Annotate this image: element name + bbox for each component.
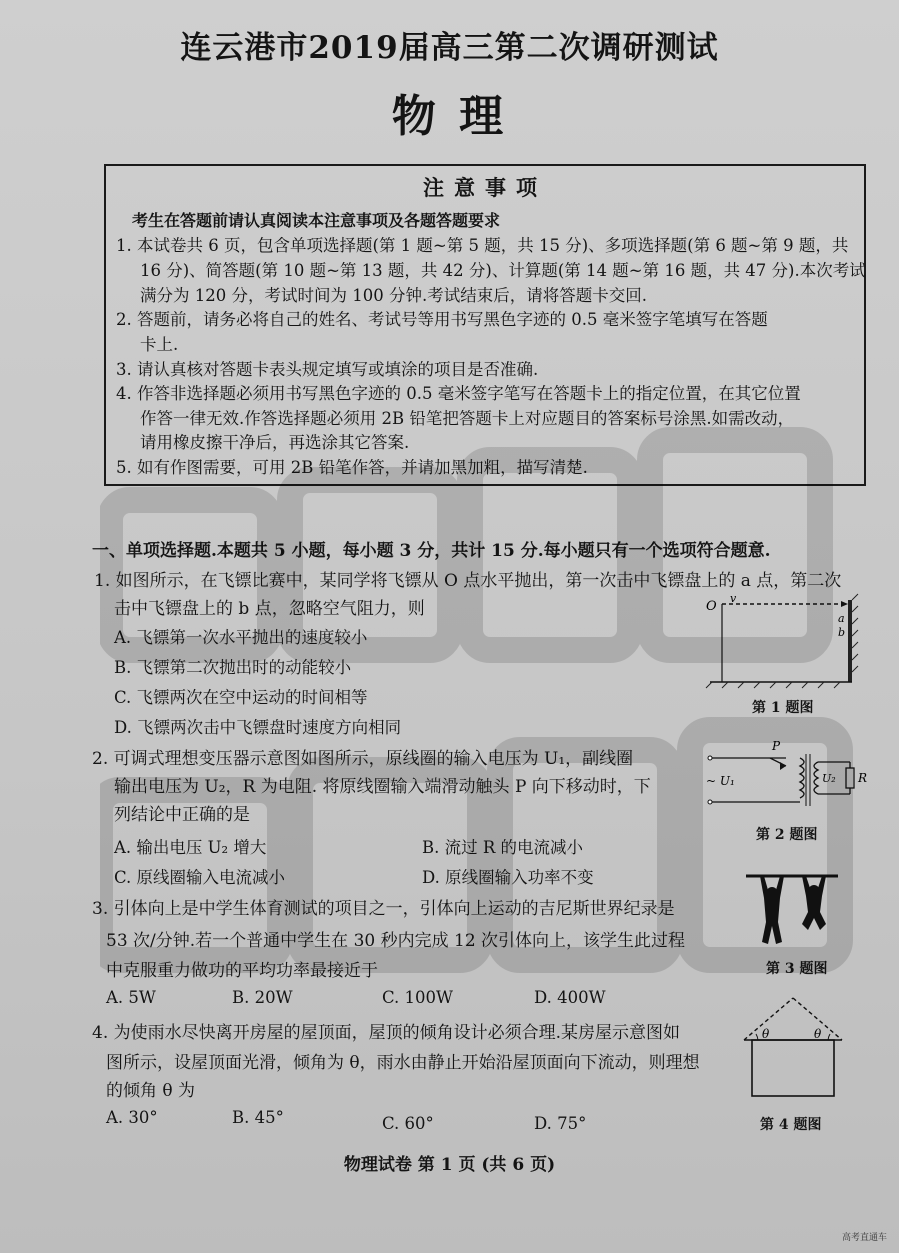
q2-option-a: A. 输出电压 U₂ 增大 — [114, 838, 267, 857]
q4-stem-line-2: 图所示，设屋顶面光滑，倾角为 θ，雨水由静止开始沿屋顶面向下流动，则理想 — [106, 1053, 700, 1073]
q1-stem-line-2: 击中飞镖盘上的 b 点，忽略空气阻力，则 — [114, 599, 425, 619]
q3-option-c: C. 100W — [382, 988, 453, 1007]
notice-lead: 考生在答题前请认真阅读本注意事项及各题答题要求 — [132, 211, 501, 230]
q1-label-o: O — [706, 599, 717, 614]
q2-label-r: R — [858, 771, 868, 785]
q2-option-c: C. 原线圈输入电流减小 — [114, 868, 286, 887]
q1-stem-line-1: 1. 如图所示，在飞镖比赛中，某同学将飞镖从 O 点水平抛出，第一次击中飞镖盘上的 a 点，第二次 — [94, 571, 842, 591]
notice-item-1-line-3: 满分为 120 分，考试时间为 100 分钟.考试结束后，请将答题卡交回. — [140, 286, 647, 305]
q4-option-c: C. 60° — [382, 1114, 434, 1133]
q4-stem-line-1: 4. 为使雨水尽快离开房屋的屋顶面，屋顶的倾角设计必须合理.某房屋示意图如 — [92, 1023, 681, 1043]
q4-option-b: B. 45° — [232, 1108, 284, 1127]
notice-title: 注意事项 — [423, 175, 547, 200]
q4-option-d: D. 75° — [534, 1114, 587, 1133]
q1-label-v: v — [730, 592, 737, 605]
notice-item-2-line-1: 2. 答题前，请务必将自己的姓名、考试号等用书写黑色字迹的 0.5 毫米签字笔填写在答题 — [116, 310, 768, 329]
q1-dartboard-figure — [700, 592, 870, 692]
notice-item-2-line-2: 卡上. — [140, 335, 179, 354]
section-heading: 一、单项选择题.本题共 5 小题，每小题 3 分，共计 15 分.每小题只有一个选项符合题意. — [92, 541, 771, 561]
notice-item-1-line-2: 16 分)、简答题(第 10 题~第 13 题，共 42 分)、计算题(第 14 题~第 16 题，共 47 分).本次考试 — [140, 261, 866, 280]
q2-option-b: B. 流过 R 的电流减小 — [422, 838, 584, 857]
q3-stem-line-3: 中克服重力做功的平均功率最接近于 — [106, 961, 378, 981]
notice-box — [104, 164, 866, 486]
q2-option-d: D. 原线圈输入功率不变 — [422, 868, 594, 887]
q3-figure-caption: 第 3 题图 — [766, 961, 828, 977]
q1-label-b: b — [838, 626, 846, 639]
q4-label-theta-right: θ — [814, 1027, 822, 1041]
q3-stem-line-2: 53 次/分钟.若一个普通中学生在 30 秒内完成 12 次引体向上，该学生此过程 — [106, 931, 686, 951]
q2-label-u1: ~ U₁ — [706, 774, 735, 788]
q4-figure-caption: 第 4 题图 — [760, 1117, 822, 1133]
q1-label-a: a — [838, 612, 845, 625]
q3-pullup-figure — [742, 868, 842, 956]
notice-item-4-line-3: 请用橡皮擦干净后，再选涂其它答案. — [140, 433, 410, 452]
q1-option-c: C. 飞镖两次在空中运动的时间相等 — [114, 688, 368, 707]
q2-stem-line-1: 2. 可调式理想变压器示意图如图所示，原线圈的输入电压为 U₁，副线圈 — [92, 749, 634, 769]
q3-option-d: D. 400W — [534, 988, 606, 1007]
q1-option-b: B. 飞镖第二次抛出时的动能较小 — [114, 658, 352, 677]
q2-label-p: P — [772, 739, 781, 753]
q4-stem-line-3: 的倾角 θ 为 — [106, 1081, 196, 1101]
notice-item-5: 5. 如有作图需要，可用 2B 铅笔作答，并请加黑加粗，描写清楚. — [116, 458, 588, 477]
q2-stem-line-2: 输出电压为 U₂，R 为电阻. 将原线圈输入端滑动触头 P 向下移动时，下 — [114, 777, 651, 797]
q4-label-theta-left: θ — [762, 1027, 770, 1041]
q3-stem-line-1: 3. 引体向上是中学生体育测试的项目之一，引体向上运动的吉尼斯世界纪录是 — [92, 899, 675, 919]
corner-watermark-text: 高考直通车 — [841, 1233, 887, 1243]
q2-label-u2: U₂ — [822, 772, 836, 785]
q1-option-a: A. 飞镖第一次水平抛出的速度较小 — [114, 628, 368, 647]
q4-house-figure — [738, 992, 848, 1102]
notice-item-1-line-1: 1. 本试卷共 6 页，包含单项选择题(第 1 题~第 5 题，共 15 分)、多项选择题(第 6 题~第 9 题，共 — [116, 236, 849, 255]
notice-item-4-line-2: 作答一律无效.作答选择题必须用 2B 铅笔把答题卡上对应题目的答案标号涂黑.如需改动， — [140, 409, 795, 428]
subject-title: 物 理 — [391, 91, 508, 142]
q3-option-b: B. 20W — [232, 988, 293, 1007]
q2-figure-caption: 第 2 题图 — [756, 827, 818, 843]
exam-title: 连云港市2019届高三第二次调研测试 — [180, 30, 719, 66]
q4-option-a: A. 30° — [106, 1108, 158, 1127]
q2-stem-line-3: 列结论中正确的是 — [114, 805, 250, 825]
q1-option-d: D. 飞镖两次击中飞镖盘时速度方向相同 — [114, 718, 402, 737]
q1-figure-caption: 第 1 题图 — [752, 700, 814, 716]
notice-item-3: 3. 请认真核对答题卡表头规定填写或填涂的项目是否准确. — [116, 360, 539, 379]
page-footer: 物理试卷 第 1 页 (共 6 页) — [343, 1155, 556, 1175]
q3-option-a: A. 5W — [106, 988, 156, 1007]
q2-transformer-figure — [700, 738, 870, 824]
notice-item-4-line-1: 4. 作答非选择题必须用书写黑色字迹的 0.5 毫米签字笔写在答题卡上的指定位置，在其它位置 — [116, 384, 801, 403]
